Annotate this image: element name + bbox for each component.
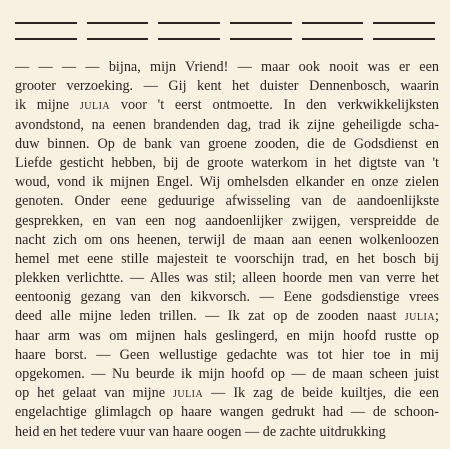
- text-line: [15, 135, 439, 154]
- text-line: [15, 384, 439, 403]
- text-line: [15, 58, 439, 77]
- text-line: [15, 403, 439, 422]
- text-segment: deed alle mijne leden trillen. — Ik zat op de zooden naast: [15, 308, 405, 325]
- text-segment: haar arm was om mijnen hals geslingerd, en mijn hoofd rustte op: [15, 327, 439, 344]
- text-segment: ;: [435, 308, 439, 325]
- dash-mark: [302, 22, 364, 23]
- text-segment: eentoonig gezang van den kikvorsch. — Eene godsdienstige vrees: [15, 289, 439, 306]
- dash-mark: [230, 22, 292, 23]
- ellipsis-dash-rows: [15, 15, 439, 47]
- text-line: [15, 346, 439, 365]
- dash-mark: [158, 38, 220, 39]
- name-julia: julia: [404, 308, 436, 325]
- text-segment: nacht zich om ons heenen, terwijl de maan aan eenen wolkenloozen: [15, 231, 439, 248]
- dash-mark: [87, 22, 149, 23]
- text-line: [15, 365, 439, 384]
- text-segment: — — — — bijna, mijn Vriend! — maar ook nooit was er een: [15, 59, 439, 75]
- dash-mark: [230, 38, 292, 39]
- dash-row: [15, 15, 435, 31]
- dash-mark: [373, 22, 435, 23]
- text-segment: genoten. Onder eene geduurige afwisseling van de aandoenlijkste: [15, 193, 439, 210]
- text-segment: woud, vond ik mijnen Engel. Wij omhelsden elkander en onze zielen: [15, 174, 439, 191]
- text-line: [15, 96, 439, 115]
- text-line: [15, 116, 439, 135]
- text-segment: hemel met eene stille majesteit te voorschijn trad, en het bosch bij: [15, 250, 439, 267]
- dash-mark: [15, 22, 77, 23]
- text-line: [15, 327, 439, 346]
- dash-row: [15, 31, 435, 47]
- text-segment: engelachtige glimlagch op haare wangen gedrukt had — de schoon-: [15, 404, 439, 421]
- text-segment: plekken verlichtte. — Alles was stil; alleen hoorde men van verre het: [15, 270, 439, 287]
- text-line: [15, 154, 439, 173]
- text-line: [15, 423, 439, 442]
- text-line: [15, 192, 439, 211]
- text-segment: duw binnen. Op de bank van groene zooden, die de Godsdienst en: [15, 135, 439, 152]
- text-segment: gesprekken, en van een nog aandoenlijker zwijgen, verspreidde de: [15, 212, 439, 229]
- text-segment: voor 't eerst ontmoette. In den verkwikkelijksten: [110, 97, 439, 114]
- dash-mark: [373, 38, 435, 39]
- text-line: [15, 307, 439, 326]
- text-line: [15, 77, 439, 96]
- dash-mark: [302, 38, 364, 39]
- body-text: [15, 58, 439, 442]
- dash-mark: [87, 38, 149, 39]
- name-julia: julia: [172, 385, 204, 402]
- text-segment: haare borst. — Geen wellustige gedachte was tot hier toe in mij: [15, 346, 439, 363]
- text-line: [15, 231, 439, 250]
- text-line: [15, 288, 439, 307]
- text-segment: grooter verzoeking. — Gij kent het duister Dennenbosch, waarin: [15, 78, 439, 95]
- text-segment: Liefde gesticht hebben, bij de groote waterkom in het digtste van 't: [15, 154, 439, 171]
- text-segment: ik mijne: [15, 97, 80, 114]
- text-segment: op het gelaat van mijne: [15, 385, 173, 402]
- dash-mark: [158, 22, 220, 23]
- text-segment: — Ik zag de beide kuiltjes, die een: [203, 385, 439, 402]
- text-line: [15, 212, 439, 231]
- dash-mark: [15, 38, 77, 39]
- text-line: [15, 173, 439, 192]
- text-segment: heid en het tedere vuur van haare oogen — de zachte uitdrukking: [15, 423, 386, 440]
- text-line: [15, 269, 439, 288]
- text-line: [15, 250, 439, 269]
- text-segment: opgekomen. — Nu beurde ik mijn hoofd op — de maan scheen juist: [15, 366, 439, 382]
- text-segment: avondstond, na eenen brandenden dag, trad ik zijne geheiligde scha-: [15, 116, 439, 133]
- name-julia: julia: [79, 97, 111, 114]
